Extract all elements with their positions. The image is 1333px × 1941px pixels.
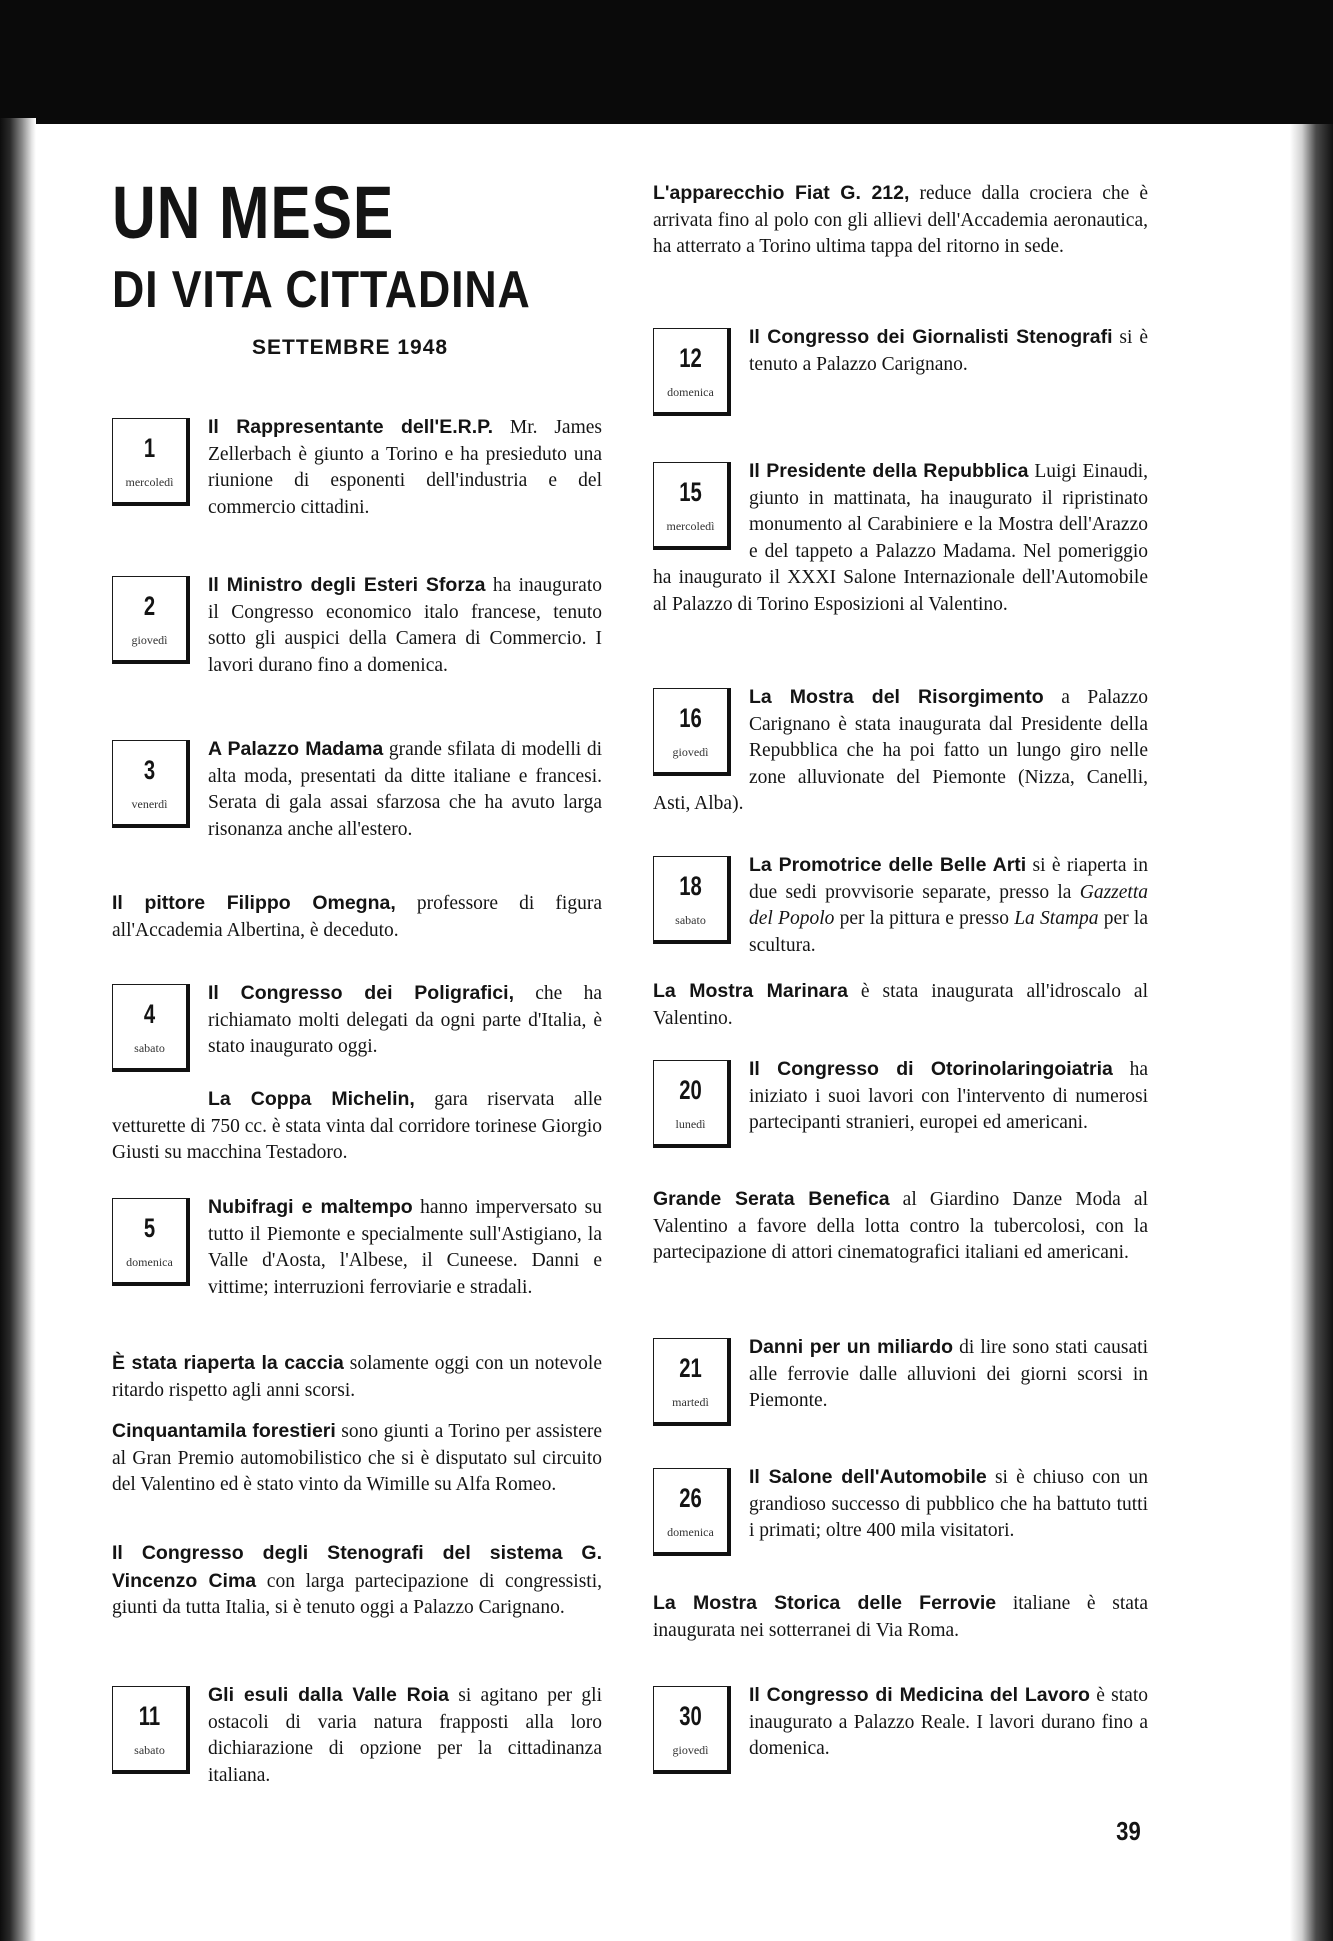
entry-lead: Nubifragi e maltempo (208, 1196, 413, 1218)
entry-sept-2 (112, 572, 602, 679)
entry-lead: Il Congresso di Medicina del Lavoro (749, 1684, 1090, 1706)
date-weekday: lunedì (675, 1117, 706, 1131)
entry-sept-12 (653, 324, 1148, 420)
date-number: 18 (679, 871, 702, 901)
entry-text: gara riservata alle vetturette di 750 cc. è stata vinta dal corridore torinese Giorgio Giusti su macchina Testadoro. (112, 1089, 602, 1163)
date-box (653, 688, 731, 776)
scan-top-border (0, 0, 1333, 124)
date-weekday: domenica (667, 385, 714, 399)
date-weekday: mercoledì (125, 475, 174, 489)
entry-lead: Il Congresso dei Poligrafici, (208, 982, 514, 1004)
entry-text: sono giunti a Torino per assistere al Gran Premio automobilistico che si è disputato sul circuito del Valentino ed è stato vinto da Wimille su Alfa Romeo. (112, 1421, 602, 1495)
date-box (112, 984, 190, 1072)
entry-lead: Il Congresso dei Giornalisti Stenografi (749, 326, 1113, 348)
entry-text: si è riaperta in due sedi provvisorie separate, presso la (749, 855, 1148, 903)
entry-stenografi (112, 1540, 602, 1622)
date-box (653, 1338, 731, 1426)
entry-lead: Cinquantamila forestieri (112, 1420, 336, 1442)
date-number: 11 (138, 1701, 161, 1731)
entry-lead: Grande Serata Benefica (653, 1188, 890, 1210)
entry-text: solamente oggi con un notevole ritardo rispetto agli anni scorsi. (112, 1353, 602, 1401)
entry-lead: Il Congresso degli Stenografi del sistema G. Vincenzo Cima (112, 1542, 602, 1592)
date-number: 5 (143, 1213, 156, 1243)
entry-lead: La Mostra Storica delle Ferrovie (653, 1592, 997, 1614)
date-box (112, 576, 190, 664)
entry-lead: Gli esuli dalla Valle Roia (208, 1684, 449, 1706)
entry-omegna (112, 890, 602, 944)
entry-text: con larga partecipazione di congressisti, giunti da tutta Italia, si è tenuto oggi a Palazzo Carignano. (112, 1570, 602, 1618)
entry-lead: Il Presidente della Repubblica (749, 460, 1029, 482)
date-box (653, 856, 731, 944)
entry-caccia (112, 1350, 602, 1404)
entry-lead: Il Congresso di Otorinolaringoiatria (749, 1058, 1113, 1080)
date-weekday: giovedì (131, 633, 168, 647)
entry-mostra-ferrovie (653, 1590, 1148, 1644)
entry-sept-5 (112, 1194, 602, 1301)
entry-sept-20 (653, 1056, 1148, 1152)
entry-lead: La Coppa Michelin, (208, 1088, 415, 1110)
date-weekday: sabato (675, 913, 706, 927)
date-number: 12 (679, 343, 702, 373)
entry-text: che ha richiamato molti delegati da ogni parte d'Italia, è stato inaugurato oggi. (208, 983, 603, 1057)
date-number: 26 (679, 1483, 702, 1513)
date-number: 15 (679, 477, 702, 507)
date-number: 1 (143, 433, 156, 463)
entry-text: si è tenuto a Palazzo Carignano. (749, 327, 1148, 375)
date-number: 20 (679, 1075, 702, 1105)
newspaper-title: La Stampa (1014, 908, 1099, 929)
entry-text: per la scultura. (749, 908, 1148, 956)
entry-text: Luigi Einaudi, giunto in mattinata, ha inaugurato il ripristinato monumento al Carabiniere e la Mostra dell'Arazzo e del tappeto a Palazzo Madama. Nel pomeriggio ha inaugurato il XXXI Salone Internazionale dell'Automobile al Palazzo di Torino Esposizioni al Valentino. (653, 461, 1148, 615)
date-weekday: giovedì (672, 745, 709, 759)
entry-lead: Il Rappresentante dell'E.R.P. (208, 416, 494, 438)
date-weekday: venerdì (131, 797, 168, 811)
entry-text: hanno imperversato su tutto il Piemonte e specialmente sull'Astigiano, la Valle d'Aosta, l'Albese, il Cuneese. Danni e vittime; interruzioni ferroviarie e stradali. (208, 1197, 602, 1298)
date-weekday: mercoledì (666, 519, 715, 533)
entry-text: Mr. James Zellerbach è giunto a Torino e ha presieduto una riunione di esponenti dell'industria e del commercio cittadini. (208, 417, 602, 518)
date-weekday: domenica (667, 1525, 714, 1539)
date-box (112, 1686, 190, 1774)
entry-lead: Danni per un miliardo (749, 1336, 954, 1358)
entry-sept-3 (112, 736, 602, 843)
entry-text: si agitano per gli ostacoli di varia natura frapposti alla loro dichiarazione di opzione per la cittadinanza italiana. (208, 1685, 602, 1786)
entry-sept-1 (112, 414, 602, 521)
scan-left-gutter (0, 118, 36, 1941)
date-number: 21 (679, 1353, 702, 1383)
page-title: UN MESE (112, 171, 395, 254)
entry-sept-21 (653, 1334, 1148, 1430)
date-weekday: martedì (672, 1395, 709, 1409)
entry-text: è stata inaugurata all'idroscalo al Valentino. (653, 981, 1148, 1029)
entry-text: grande sfilata di modelli di alta moda, presentati da ditte italiane e francesi. Serata di gala assai sfarzosa che ha avuto larga risonanza anche all'estero. (208, 739, 602, 840)
date-weekday: sabato (134, 1041, 165, 1055)
entry-sept-30 (653, 1682, 1148, 1778)
date-box (653, 328, 731, 416)
date-box (112, 1198, 190, 1286)
date-number: 2 (143, 591, 156, 621)
entry-sept-15 (653, 458, 1148, 618)
date-number: 30 (679, 1701, 702, 1731)
date-box (653, 462, 731, 550)
entry-sept-18 (653, 852, 1148, 959)
entry-forestieri (112, 1418, 602, 1499)
scan-right-gutter (1290, 124, 1333, 1941)
entry-text: si è chiuso con un grandioso successo di pubblico che ha battuto tutti i primati; oltre 400 mila visitatori. (749, 1467, 1149, 1541)
entry-coppa-michelin (112, 1086, 602, 1167)
entry-sept-16 (653, 684, 1148, 818)
entry-lead: Il Salone dell'Automobile (749, 1466, 987, 1488)
month-heading: SETTEMBRE 1948 (252, 336, 449, 359)
date-box (653, 1468, 731, 1556)
date-box (112, 418, 190, 506)
entry-text: ha iniziato i suoi lavori con l'intervento di numerosi partecipanti stranieri, europei ed americani. (749, 1059, 1148, 1133)
entry-text: italiane è stata inaugurata nei sotterranei di Via Roma. (653, 1593, 1148, 1641)
date-box (653, 1686, 731, 1774)
entry-text: reduce dalla crociera che è arrivata fino al polo con gli allievi dell'Accademia aeronautica, ha atterrato a Torino ultima tappa del ritorno in sede. (653, 183, 1148, 257)
entry-text: al Giardino Danze Moda al Valentino a favore della lotta contro la tubercolosi, con la partecipazione di attori cinematografici italiani ed americani. (653, 1189, 1148, 1263)
page-number: 39 (1116, 1816, 1141, 1846)
date-weekday: domenica (126, 1255, 173, 1269)
entry-text: di lire sono stati causati alle ferrovie dalle alluvioni dei giorni scorsi in Piemonte. (749, 1337, 1148, 1411)
page-subtitle: DI VITA CITTADINA (112, 261, 531, 319)
entry-lead: La Mostra del Risorgimento (749, 686, 1044, 708)
date-weekday: sabato (134, 1743, 165, 1757)
date-weekday: giovedì (672, 1743, 709, 1757)
date-number: 16 (679, 703, 702, 733)
entry-sept-4 (112, 980, 602, 1076)
entry-lead: Il pittore Filippo Omegna, (112, 892, 396, 914)
date-number: 3 (143, 755, 156, 785)
entry-text: professore di figura all'Accademia Albertina, è deceduto. (112, 893, 602, 941)
entry-sept-11 (112, 1682, 602, 1789)
entry-lead: È stata riaperta la caccia (112, 1352, 344, 1374)
entry-text: è stato inaugurato a Palazzo Reale. I lavori durano fino a domenica. (749, 1685, 1149, 1759)
entry-text: per la pittura e presso (834, 908, 1015, 929)
date-number: 4 (143, 999, 156, 1029)
entry-lead: La Mostra Marinara (653, 980, 848, 1002)
entry-fiat-g212 (653, 180, 1148, 261)
entry-lead: Il Ministro degli Esteri Sforza (208, 574, 486, 596)
entry-text: ha inaugurato il Congresso economico italo francese, tenuto sotto gli auspici della Camera di Commercio. I lavori durano fino a domenica. (208, 575, 602, 676)
entry-lead: La Promotrice delle Belle Arti (749, 854, 1027, 876)
entry-serata-benefica (653, 1186, 1148, 1267)
entry-sept-26 (653, 1464, 1148, 1560)
date-box (653, 1060, 731, 1148)
entry-lead: L'apparecchio Fiat G. 212, (653, 182, 910, 204)
date-box (112, 740, 190, 828)
entry-mostra-marinara (653, 978, 1148, 1032)
newspaper-title: Gazzetta del Popolo (749, 881, 1148, 929)
entry-text: a Palazzo Carignano è stata inaugurata dal Presidente della Repubblica che ha poi fatto un lungo giro nelle zone alluvionate del Piemonte (Nizza, Canelli, Asti, Alba). (653, 687, 1148, 814)
entry-lead: A Palazzo Madama (208, 738, 384, 760)
